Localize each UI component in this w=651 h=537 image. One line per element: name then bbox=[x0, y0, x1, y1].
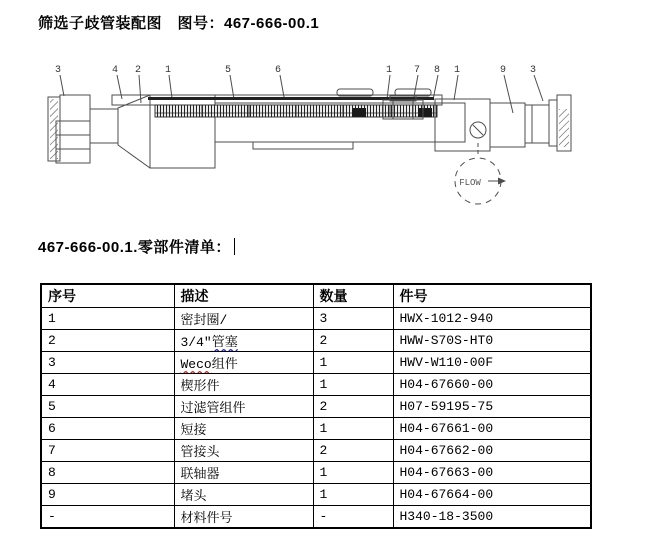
parts-table bbox=[40, 283, 592, 529]
table-cell-qty[interactable]: 1 bbox=[313, 462, 393, 484]
table-row bbox=[41, 484, 591, 506]
table-cell-desc[interactable] bbox=[174, 506, 313, 529]
table-cell-part[interactable]: HWW-S70S-HT0 bbox=[393, 330, 591, 352]
table-cell-part[interactable]: H04-67660-00 bbox=[393, 374, 591, 396]
table-cell-qty[interactable]: 3 bbox=[313, 308, 393, 330]
table-cell-desc[interactable] bbox=[174, 374, 313, 396]
text-cursor bbox=[234, 238, 235, 255]
callout-label: 1 bbox=[164, 65, 172, 76]
table-cell-desc[interactable] bbox=[174, 418, 313, 440]
table-cell-no[interactable]: 4 bbox=[41, 374, 174, 396]
table-cell-desc[interactable] bbox=[174, 330, 313, 352]
table-row bbox=[41, 308, 591, 330]
table-row bbox=[41, 462, 591, 484]
neck bbox=[90, 109, 118, 143]
callout-label: 4 bbox=[111, 65, 119, 76]
desc-segment: 过滤管组件 bbox=[180, 401, 246, 416]
table-header-row bbox=[41, 284, 591, 308]
table-cell-part[interactable]: H04-67664-00 bbox=[393, 484, 591, 506]
desc-segment: 组件 bbox=[211, 357, 238, 372]
callout-label: 7 bbox=[413, 65, 421, 76]
parts-list-heading[interactable] bbox=[38, 236, 235, 257]
table-cell-qty[interactable]: 1 bbox=[313, 374, 393, 396]
table-cell-no[interactable]: 8 bbox=[41, 462, 174, 484]
column-header-qty[interactable]: 数量 bbox=[313, 284, 393, 308]
table-row bbox=[41, 352, 591, 374]
desc-segment: 短接 bbox=[180, 423, 207, 438]
table-cell-qty[interactable]: 2 bbox=[313, 396, 393, 418]
table-cell-no[interactable]: 9 bbox=[41, 484, 174, 506]
assembly-diagram-svg bbox=[0, 53, 651, 215]
page-title[interactable]: 筛选子歧管装配图 图号：467-666-00.1 bbox=[38, 15, 320, 32]
table-cell-part[interactable]: H04-67663-00 bbox=[393, 462, 591, 484]
table-cell-part[interactable]: HWX-1012-940 bbox=[393, 308, 591, 330]
table-cell-desc[interactable] bbox=[174, 462, 313, 484]
callout-label: 8 bbox=[433, 65, 441, 76]
table-cell-qty[interactable]: - bbox=[313, 506, 393, 529]
table-cell-part[interactable]: HWV-W110-00F bbox=[393, 352, 591, 374]
table-row bbox=[41, 440, 591, 462]
flow-label: FLOW bbox=[459, 178, 481, 188]
callout-label: 3 bbox=[54, 65, 62, 76]
table-row bbox=[41, 418, 591, 440]
table-cell-part[interactable]: H04-67662-00 bbox=[393, 440, 591, 462]
callout-label: 5 bbox=[224, 65, 232, 76]
table-cell-no[interactable]: 1 bbox=[41, 308, 174, 330]
table-cell-qty[interactable]: 2 bbox=[313, 330, 393, 352]
table-row bbox=[41, 374, 591, 396]
table-row bbox=[41, 506, 591, 529]
parts-list-heading-text: 467-666-00.1.零部件清单： bbox=[38, 239, 231, 256]
desc-segment: 3/4" bbox=[180, 335, 212, 350]
callout-label: 1 bbox=[385, 65, 393, 76]
callout-label: 6 bbox=[274, 65, 282, 76]
parts-table-body bbox=[41, 308, 591, 529]
table-cell-desc[interactable] bbox=[174, 352, 313, 374]
table-cell-qty[interactable]: 2 bbox=[313, 440, 393, 462]
table-cell-qty[interactable]: 1 bbox=[313, 352, 393, 374]
table-row bbox=[41, 330, 591, 352]
table-row bbox=[41, 396, 591, 418]
desc-segment: 联轴器 bbox=[180, 467, 220, 482]
callout-label: 2 bbox=[134, 65, 142, 76]
table-cell-desc[interactable] bbox=[174, 308, 313, 330]
table-cell-part[interactable]: H04-67661-00 bbox=[393, 418, 591, 440]
column-header-desc[interactable]: 描述 bbox=[174, 284, 313, 308]
table-cell-no[interactable]: 6 bbox=[41, 418, 174, 440]
desc-segment: 材料件号 bbox=[180, 511, 233, 526]
callout-label: 1 bbox=[453, 65, 461, 76]
table-cell-desc[interactable] bbox=[174, 440, 313, 462]
desc-segment: 密封圈/ bbox=[180, 313, 228, 328]
table-cell-desc[interactable] bbox=[174, 396, 313, 418]
table-cell-no[interactable]: 7 bbox=[41, 440, 174, 462]
right-union-flange bbox=[549, 100, 557, 146]
callout-label: 9 bbox=[499, 65, 507, 76]
callout-label: 3 bbox=[529, 65, 537, 76]
table-cell-no[interactable]: 3 bbox=[41, 352, 174, 374]
table-cell-no[interactable]: - bbox=[41, 506, 174, 529]
table-cell-part[interactable]: H340-18-3500 bbox=[393, 506, 591, 529]
desc-segment: 管塞 bbox=[211, 335, 238, 350]
right-pipe bbox=[525, 105, 549, 143]
table-cell-qty[interactable]: 1 bbox=[313, 484, 393, 506]
assembly-diagram bbox=[0, 53, 651, 215]
table-cell-no[interactable]: 5 bbox=[41, 396, 174, 418]
table-cell-desc[interactable] bbox=[174, 484, 313, 506]
column-header-no[interactable]: 序号 bbox=[41, 284, 174, 308]
table-cell-no[interactable]: 2 bbox=[41, 330, 174, 352]
desc-segment: 楔形件 bbox=[180, 379, 220, 394]
desc-segment: 管接头 bbox=[180, 445, 220, 460]
table-cell-qty[interactable]: 1 bbox=[313, 418, 393, 440]
right-head bbox=[435, 99, 490, 151]
desc-segment: Weco bbox=[180, 357, 212, 372]
desc-segment: 堵头 bbox=[180, 489, 207, 504]
table-cell-part[interactable]: H07-59195-75 bbox=[393, 396, 591, 418]
column-header-part[interactable]: 件号 bbox=[393, 284, 591, 308]
